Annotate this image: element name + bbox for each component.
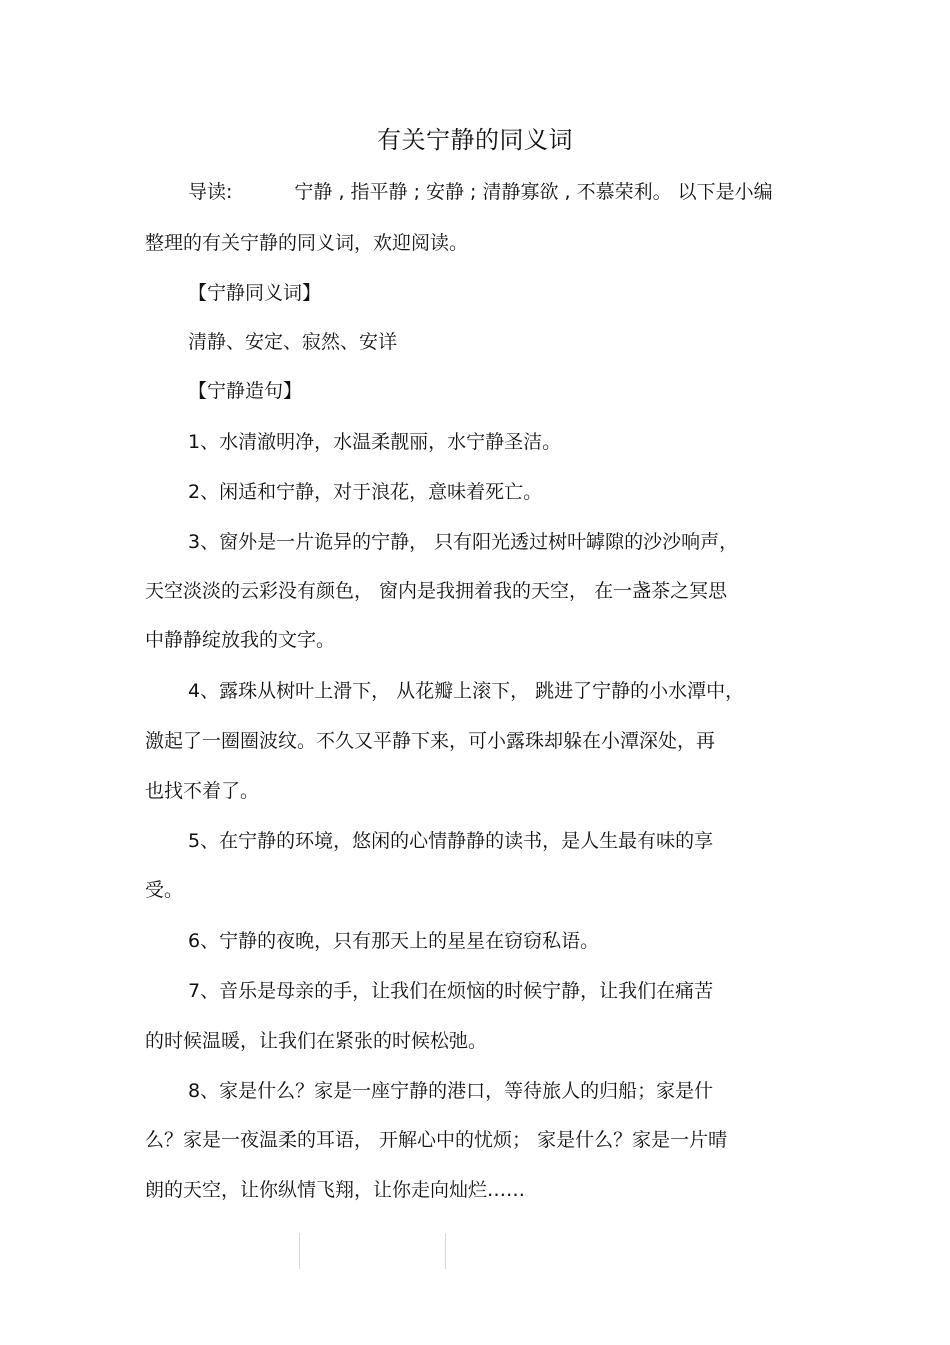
sentence-8-line-1: 8、家是什么？家是一座宁静的港口，等待旅人的归船；家是什 <box>188 1080 714 1102</box>
sentence-5-line-2: 受。 <box>145 879 184 901</box>
sentence-3-line-3: 中静静绽放我的文字。 <box>145 629 336 651</box>
sentence-4-line-2: 激起了一圈圈波纹。不久又平静下来，可小露珠却躲在小潭深处，再 <box>145 730 716 752</box>
sentence-1: 1、水清澈明净，水温柔靓丽，水宁静圣洁。 <box>188 431 562 453</box>
sentence-7-line-1: 7、音乐是母亲的手，让我们在烦恼的时候宁静，让我们在痛苦 <box>188 980 714 1002</box>
synonyms-list: 清静、安定、寂然、安详 <box>188 331 398 353</box>
footer-divider-right <box>445 1233 446 1269</box>
sentence-7-line-2: 的时候温暖，让我们在紧张的时候松弛。 <box>145 1030 488 1052</box>
sentence-4-line-3: 也找不着了。 <box>145 780 260 802</box>
intro-text-1: 宁静 , 指平静 ; 安静 ; 清静寡欲 , 不慕荣利。 以下是小编 <box>294 181 773 203</box>
sentence-2: 2、闲适和宁静，对于浪花，意味着死亡。 <box>188 481 543 503</box>
sentence-3-line-1: 3、窗外是一片诡异的宁静， 只有阳光透过树叶罅隙的沙沙响声， <box>188 531 739 553</box>
sentences-heading: 【宁静造句】 <box>188 380 303 402</box>
sentence-6: 6、宁静的夜晚，只有那天上的星星在窃窃私语。 <box>188 930 600 952</box>
intro-line-1 <box>188 178 773 206</box>
sentence-3-line-2: 天空淡淡的云彩没有颜色， 窗内是我拥着我的天空， 在一盏茶之冥思 <box>145 580 728 602</box>
document-title: 有关宁静的同义词 <box>377 126 573 154</box>
sentence-8-line-2: 么？家是一夜温柔的耳语， 开解心中的忧烦； 家是什么？家是一片晴 <box>145 1129 728 1151</box>
sentence-4-line-1: 4、露珠从树叶上滑下， 从花瓣上滚下， 跳进了宁静的小水潭中， <box>188 680 745 702</box>
sentence-5-line-1: 5、在宁静的环境，悠闲的心情静静的读书，是人生最有味的享 <box>188 830 714 852</box>
synonyms-heading: 【宁静同义词】 <box>188 282 322 304</box>
sentence-8-line-3: 朗的天空，让你纵情飞翔，让你走向灿烂…… <box>145 1179 526 1201</box>
footer-divider-left <box>299 1233 300 1269</box>
intro-line-2: 整理的有关宁静的同义词，欢迎阅读。 <box>145 232 469 254</box>
intro-label: 导读: <box>188 181 233 203</box>
